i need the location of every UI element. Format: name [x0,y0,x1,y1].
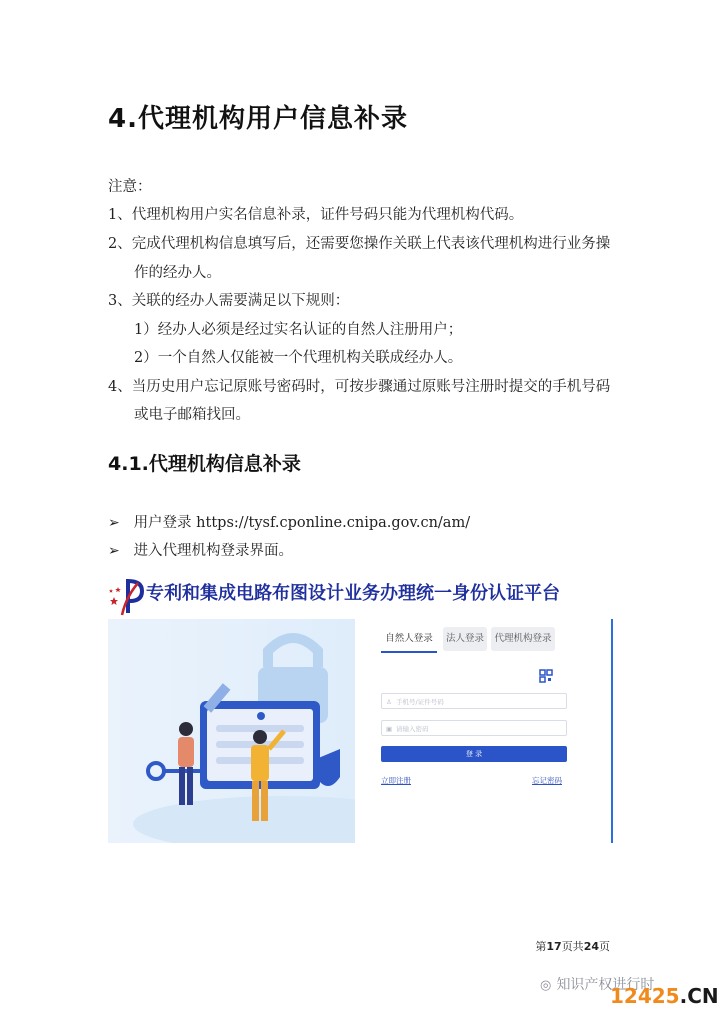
login-page-screenshot [108,575,613,843]
notice-item-1: 1、代理机构用户实名信息补录，证件号码只能为代理机构代码。 [108,207,524,223]
arrow-bullet-icon: ➢ [108,515,120,531]
wechat-icon: ◎ [540,978,552,993]
section-heading [108,449,301,476]
lock-icon: ▣ [386,725,393,733]
notice-item-2-cont: 作的经办人。 [134,265,221,281]
notice-rule-1: 1）经办人必须是经过实名认证的自然人注册用户； [134,322,463,338]
tab-legal-person[interactable]: 法人登录 [443,627,487,651]
section-title: 代理机构信息补录 [148,453,301,475]
qr-code-icon[interactable] [539,669,553,683]
arrow-bullet-icon: ➢ [108,543,120,559]
notice-rule-2: 2）一个自然人仅能被一个代理机构关联成经办人。 [134,350,463,366]
watermark-site [610,984,719,1008]
chapter-number: 4. [108,104,138,134]
notice-item-4: 4、当历史用户忘记原账号密码时，可按步骤通过原账号注册时提交的手机号码 [108,379,611,395]
current-page: 17 [546,940,562,953]
notice-item-2: 2、完成代理机构信息填写后，还需要您操作关联上代表该代理机构进行业务操 [108,236,611,252]
notice-item-4-cont: 或电子邮箱找回。 [134,407,250,423]
notice-label: 注意： [108,179,152,195]
chapter-title: 代理机构用户信息补录 [137,104,408,134]
chapter-heading [108,98,408,135]
bullet-login-url [108,513,470,533]
watermark-account: 知识产权进行时 [556,977,655,993]
total-pages: 24 [583,940,599,953]
username-field[interactable] [381,693,567,709]
section-number: 4.1. [108,453,149,475]
forgot-password-link[interactable]: 忘记密码 [532,776,562,785]
notice-item-3: 3、关联的经办人需要满足以下规则： [108,293,350,309]
register-link[interactable]: 立即注册 [381,776,411,785]
bullet-enter-agency [108,541,293,561]
user-icon: ♙ [386,698,392,706]
watermark-site-digits: 12425 [610,984,680,1008]
login-panel [355,619,611,843]
bullet-text[interactable]: 用户登录 https://tysf.cponline.cnipa.gov.cn/am/ [133,515,471,531]
login-button[interactable]: 登 录 [381,746,567,762]
username-placeholder: 手机号/证件号码 [396,698,444,706]
bullet-text: 进入代理机构登录界面。 [133,543,294,559]
password-placeholder: 请输入密码 [396,725,429,733]
password-field[interactable] [381,720,567,736]
cnipa-logo-icon [108,575,148,617]
portal-title: 专利和集成电路布图设计业务办理统一身份认证平台 [146,583,560,604]
tab-agency[interactable]: 代理机构登录 [491,627,555,651]
tab-natural-person[interactable]: 自然人登录 [381,627,437,653]
watermark-site-tld: .CN [679,984,719,1008]
page-number: 第17页共24页 [535,940,610,953]
